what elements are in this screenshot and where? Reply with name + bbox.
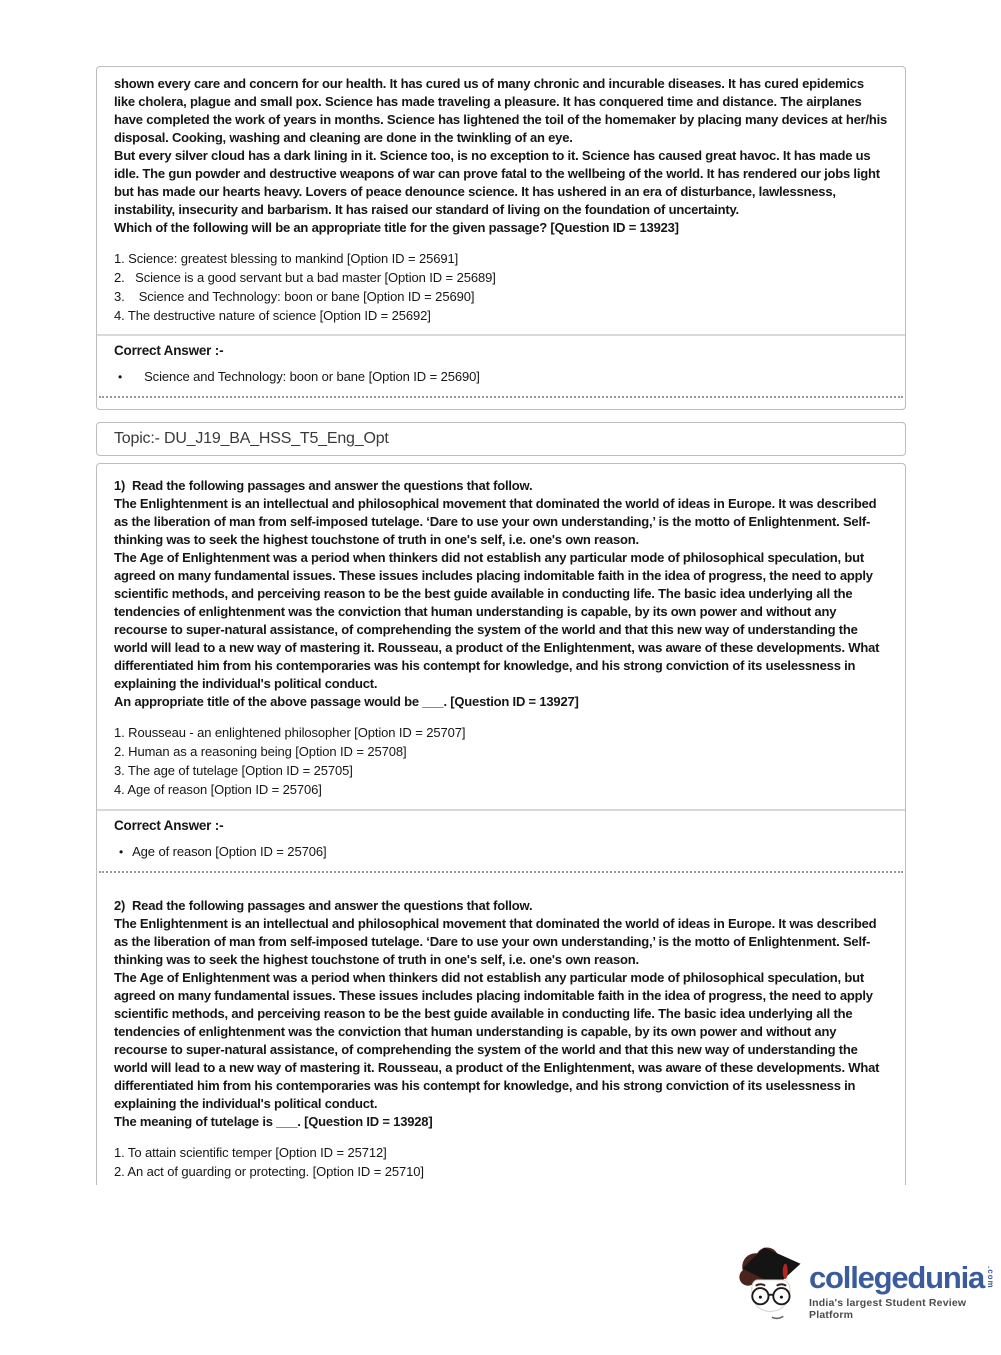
option-item: 2. Science is a good servant but a bad master [Option ID = 25689] (114, 270, 496, 285)
option-item: 4. The destructive nature of science [Option ID = 25692] (114, 308, 431, 323)
question-block-1 (97, 464, 905, 809)
passage-paragraph: But every silver cloud has a dark lining in it. Science too, is no exception to it. Science has caused great havoc. It has made us idle. The gun powder and destructive weapons of war can prove fatal to the wellbeing of the world. It has rendered our jobs light but has made our hearts heavy. Lovers of peace denounce science. It has ushered in an era of disturbance, lawlessness, instability, insecurity and barbarism. It has raised our standard of living on the foundation of uncertainty. (114, 148, 880, 217)
question-block-2 (97, 884, 905, 1185)
question-heading: 1) Read the following passages and answer the questions that follow. (114, 478, 533, 493)
correct-answer-section (97, 336, 905, 396)
option-item: 2. Human as a reasoning being [Option ID = 25708] (114, 744, 407, 759)
options-list (114, 1143, 888, 1181)
question-body (97, 67, 905, 334)
option-item: 3. The age of tutelage [Option ID = 25705] (114, 763, 353, 778)
correct-answer-value: Age of reason [Option ID = 25706] (132, 844, 327, 859)
brand-text (803, 1262, 1001, 1325)
options-list (114, 723, 888, 799)
correct-answer-label: Correct Answer :- (114, 343, 224, 358)
correct-answer-line (114, 843, 888, 861)
passage-paragraph: The Enlightenment is an intellectual and philosophical movement that dominated the world of ideas in Europe. It was described as the liberation of man from self-imposed tutelage. ‘Dare to use your own understanding,’ is the motto of Enlightenment. Self-thinking was to seek the highest touchstone of truth in one's self, i.e. one's own reason. (114, 916, 877, 967)
option-item: 4. Age of reason [Option ID = 25706] (114, 782, 322, 797)
passage-paragraph: shown every care and concern for our health. It has cured us of many chronic and incurable diseases. It has cured epidemics like cholera, plague and small pox. Science has made traveling a pleasure. It has conquered time and distance. The airplanes have completed the work of years in months. Science has lightened the toil of the homemaker by placing many devices at her/his disposal. Cooking, washing and cleaning are done in the twinkling of an eye. (114, 76, 888, 145)
correct-answer-label: Correct Answer :- (114, 818, 224, 833)
correct-answer-value: Science and Technology: boon or bane [Option ID = 25690] (144, 369, 480, 384)
brand-tagline: India's largest Student Review Platform (809, 1297, 967, 1321)
topic-header (96, 422, 906, 456)
option-item: 1. Science: greatest blessing to mankind [Option ID = 25691] (114, 251, 459, 266)
question-text: An appropriate title of the above passage would be ___. [Question ID = 13927] (114, 694, 579, 709)
brand-logo (735, 1236, 1001, 1325)
brand-name: collegedunia (809, 1260, 985, 1295)
brand-suffix: .com (986, 1266, 996, 1289)
question-heading: 2) Read the following passages and answer the questions that follow. (114, 898, 533, 913)
bullet-icon: • (119, 845, 124, 859)
options-list (114, 249, 888, 325)
correct-answer-section (97, 811, 905, 871)
passage-paragraph: The Enlightenment is an intellectual and philosophical movement that dominated the world of ideas in Europe. It was described as the liberation of man from self-imposed tutelage. ‘Dare to use your own understanding,’ is the motto of Enlightenment. Self-thinking was to seek the highest touchstone of truth in one's self, i.e. one's own reason. (114, 496, 877, 547)
bullet-icon: • (118, 370, 123, 384)
question-block-previous (96, 66, 906, 410)
topic-title: Topic:- DU_J19_BA_HSS_T5_Eng_Opt (114, 430, 389, 447)
option-item: 1. Rousseau - an enlightened philosopher [Option ID = 25707] (114, 725, 466, 740)
passage-paragraph: The Age of Enlightenment was a period when thinkers did not establish any particular mode of philosophical speculation, but agreed on many fundamental issues. These issues includes placing indomitable faith in the idea of progress, the need to apply scientific methods, and perceiving reason to be the best guide available in conducting life. The basic idea underlying all the tendencies of enlightenment was the conviction that human understanding is capable, by its own power and without any recourse to super-natural assistance, of comprehending the system of the world and that this new way of understanding the world will lead to a new way of mastering it. Rousseau, a product of the Enlightenment, was aware of these developments. What differentiated him from his contemporaries was his contempt for knowledge, and his strong conviction of its uselessness in explaining the individual's political conduct. (114, 970, 880, 1111)
question-text: The meaning of tutelage is ___. [Question ID = 13928] (114, 1114, 433, 1129)
dashed-divider (99, 871, 903, 884)
question-text: Which of the following will be an appropriate title for the given passage? [Question ID = 13923] (114, 220, 679, 235)
correct-answer-line (114, 368, 888, 386)
option-item: 3. Science and Technology: boon or bane [Option ID = 25690] (114, 289, 475, 304)
option-item: 1. To attain scientific temper [Option ID = 25712] (114, 1145, 387, 1160)
question-group (96, 463, 906, 1185)
student-mascot-icon (735, 1236, 803, 1322)
option-item: 2. An act of guarding or protecting. [Option ID = 25710] (114, 1164, 424, 1179)
dashed-divider (99, 396, 903, 409)
passage-paragraph: The Age of Enlightenment was a period when thinkers did not establish any particular mode of philosophical speculation, but agreed on many fundamental issues. These issues includes placing indomitable faith in the idea of progress, the need to apply scientific methods, and perceiving reason to be the best guide available in conducting life. The basic idea underlying all the tendencies of enlightenment was the conviction that human understanding is capable, by its own power and without any recourse to super-natural assistance, of comprehending the system of the world and that this new way of understanding the world will lead to a new way of mastering it. Rousseau, a product of the Enlightenment, was aware of these developments. What differentiated him from his contemporaries was his contempt for knowledge, and his strong conviction of its uselessness in explaining the individual's political conduct. (114, 550, 880, 691)
